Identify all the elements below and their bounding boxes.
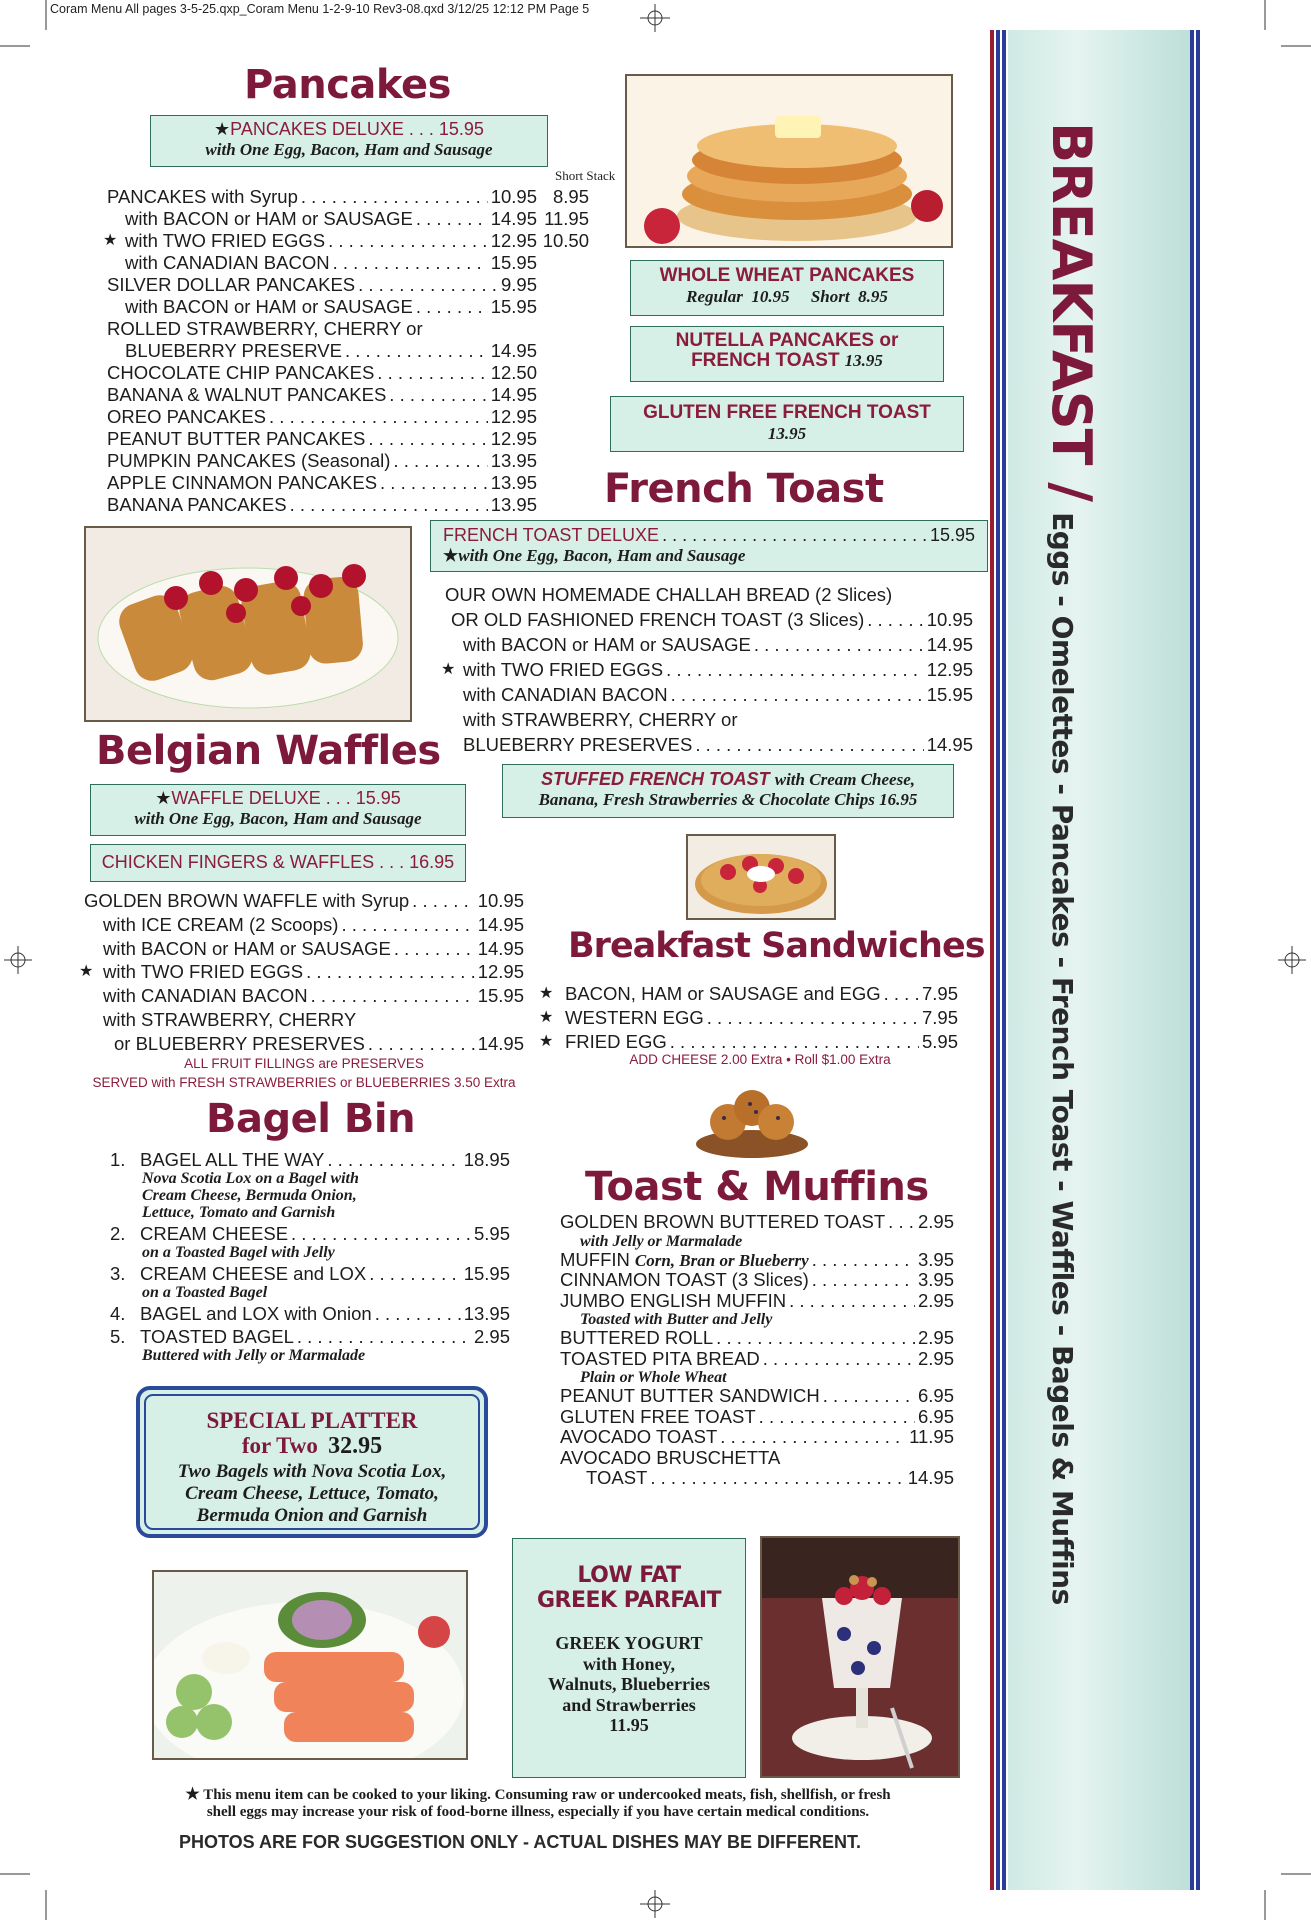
- leader-dots: [269, 406, 488, 428]
- sandwich-item-name: WESTERN EGG: [565, 1007, 704, 1028]
- pancakes-illustration: [627, 76, 951, 246]
- star-icon: ★: [79, 963, 94, 981]
- leader-dots: [650, 1468, 904, 1489]
- star-icon: ★: [539, 1009, 554, 1026]
- pancake-item-name: PANCAKES with Syrup: [107, 186, 298, 207]
- bagel-item-row: [140, 1150, 510, 1170]
- pancake-item-price: 14.95: [490, 384, 537, 405]
- muffins-photo: [692, 1078, 812, 1160]
- belgian-waffles-heading: Belgian Waffles: [96, 728, 441, 774]
- toast-item-price: 3.95: [917, 1269, 954, 1290]
- pancake-item-price: 9.95: [500, 274, 537, 295]
- french-toast-item: [445, 732, 973, 757]
- parfait-illustration: [762, 1538, 958, 1776]
- waffle-item-price: 10.95: [477, 890, 524, 911]
- toast-item: [560, 1349, 954, 1370]
- sandwich-item-name: BACON, HAM or SAUSAGE and EGG: [565, 983, 881, 1004]
- waffle-item: [84, 913, 524, 937]
- french-toast-item: [445, 632, 973, 657]
- leader-dots: [416, 296, 488, 318]
- waffle-item: [84, 1008, 524, 1032]
- parfait-title-2: GREEK PARFAIT: [536, 1588, 722, 1613]
- pancake-item-name: CHOCOLATE CHIP PANCAKES: [107, 362, 375, 383]
- pancake-item: [107, 494, 589, 516]
- toast-item-desc: with Jelly or Marmalade: [580, 1232, 743, 1250]
- pancake-item-price: 13.95: [490, 494, 537, 515]
- leader-dots: [301, 186, 488, 208]
- toast-item-price: 6.95: [917, 1385, 954, 1406]
- french-toast-item-price: 14.95: [926, 734, 973, 755]
- leader-dots: [823, 1386, 915, 1407]
- chicken-waffles-label: CHICKEN FINGERS & WAFFLES . . . 16.95: [101, 852, 455, 872]
- bagel-item-row: [140, 1327, 510, 1347]
- pancake-item-price: 14.95: [490, 340, 537, 361]
- french-toast-item-name: with BACON or HAM or SAUSAGE: [463, 634, 751, 655]
- bagel-lox-illustration: [154, 1572, 466, 1758]
- platter-desc-1: Cream Cheese, Lettuce, Tomato,: [185, 1483, 439, 1504]
- star-icon: ★: [155, 788, 172, 808]
- french-toast-illustration: [86, 528, 410, 720]
- pancake-item: [107, 406, 589, 428]
- pancakes-heading: Pancakes: [244, 62, 451, 108]
- pancake-item-name: BANANA PANCAKES: [107, 494, 287, 515]
- waffle-item: [84, 889, 524, 913]
- parfait-line-1: with Honey,: [582, 1653, 675, 1674]
- nutella-box: [630, 326, 944, 382]
- leader-dots: [297, 1327, 471, 1347]
- pancake-item-name: with TWO FRIED EGGS: [125, 230, 326, 251]
- bagel-bin-heading: Bagel Bin: [206, 1096, 416, 1142]
- print-slug: Coram Menu All pages 3-5-25.qxp_Coram Menu 1-2-9-10 Rev3-08.qxd 3/12/25 12:12 PM Page 5: [50, 2, 590, 16]
- pancake-item: [107, 472, 589, 494]
- toast-item: [560, 1468, 954, 1489]
- toast-item-name: MUFFIN: [560, 1248, 630, 1270]
- bagel-item-name: BAGEL ALL THE WAY: [140, 1149, 325, 1170]
- toast-item-price: 2.95: [917, 1327, 954, 1348]
- toast-item-name: GOLDEN BROWN BUTTERED TOAST: [560, 1211, 886, 1232]
- french-toast-item: [445, 682, 973, 707]
- toast-item: [560, 1291, 954, 1312]
- pancake-item-price: 14.95: [490, 208, 537, 229]
- pancake-item: [107, 384, 589, 406]
- parfait-line-4: 11.95: [609, 1715, 649, 1735]
- star-icon: ★: [539, 1033, 554, 1050]
- leader-dots: [412, 889, 475, 913]
- pancake-item: [107, 208, 589, 230]
- bagel-item-name: BAGEL and LOX with Onion: [140, 1303, 372, 1324]
- toast-item: [560, 1386, 954, 1407]
- whole-wheat-title: WHOLE WHEAT PANCAKES: [659, 265, 915, 286]
- french-toast-item: [445, 582, 973, 607]
- footer-warning: [108, 1786, 968, 1821]
- pancake-item-price: 12.95: [490, 428, 537, 449]
- leader-dots: [345, 340, 488, 362]
- french-toast-item-name: with STRAWBERRY, CHERRY or: [463, 709, 738, 730]
- bagel-item-number: 4.: [110, 1303, 126, 1324]
- waffle-item-name: with STRAWBERRY, CHERRY: [103, 1008, 357, 1030]
- bagel-item-desc: on a Toasted Bagel with Jelly: [142, 1244, 335, 1261]
- french-toast-item: [445, 607, 973, 632]
- leader-dots: [328, 230, 488, 252]
- bagel-item-desc: Cream Cheese, Bermuda Onion,: [142, 1187, 357, 1204]
- toast-item-desc: Plain or Whole Wheat: [580, 1369, 727, 1386]
- pancakes-list: [103, 186, 589, 516]
- toast-item: [560, 1270, 954, 1291]
- leader-dots: [867, 607, 923, 632]
- parfait-line-2: Walnuts, Blueberries: [547, 1674, 710, 1694]
- waffle-note-1: ALL FRUIT FILLINGS are PRESERVES: [184, 1056, 424, 1071]
- pancake-item-name: with BACON or HAM or SAUSAGE: [125, 296, 413, 317]
- sandwich-item-name: FRIED EGG: [565, 1031, 667, 1052]
- leader-dots: [671, 682, 924, 707]
- leader-dots: [716, 1328, 915, 1349]
- parfait-line-3: and Strawberries: [562, 1694, 696, 1715]
- leader-dots: [369, 1264, 461, 1284]
- bagel-item-name: CREAM CHEESE and LOX: [140, 1263, 367, 1284]
- platter-for-two: for Two: [241, 1433, 318, 1458]
- ft-deluxe-sub: with One Egg, Bacon, Ham and Sausage: [458, 546, 746, 565]
- french-toast-item-name: with TWO FRIED EGGS: [463, 659, 664, 680]
- leader-dots: [377, 362, 487, 384]
- leader-dots: [291, 1224, 471, 1244]
- french-toast-deluxe-box: [430, 520, 988, 572]
- stuffed-title: STUFFED FRENCH TOAST: [540, 769, 770, 789]
- leader-dots: [695, 732, 923, 757]
- leader-dots: [759, 1407, 915, 1428]
- leader-dots: [341, 913, 474, 937]
- pancake-item-name: with CANADIAN BACON: [125, 252, 330, 273]
- toast-item-name: JUMBO ENGLISH MUFFIN: [560, 1289, 787, 1311]
- side-banner-title: BREAKFAST /: [1040, 122, 1103, 501]
- french-toast-heading: French Toast: [604, 466, 884, 512]
- pancake-item: [107, 186, 589, 208]
- short-stack-label: Short Stack: [555, 168, 616, 183]
- pancake-item-price: 12.95: [490, 230, 537, 251]
- toast-item: [560, 1328, 954, 1349]
- bagel-item-row: [140, 1304, 510, 1324]
- footer-warning-2: shell eggs may increase your risk of food-borne illness, especially if you have certain medical conditions.: [206, 1804, 870, 1820]
- french-toast-item-price: 12.95: [926, 659, 973, 680]
- breakfast-sandwiches-heading: Breakfast Sandwiches: [568, 926, 985, 966]
- sandwich-item-price: 7.95: [921, 1007, 958, 1028]
- french-toast-photo: [84, 526, 412, 722]
- bagel-item-desc: Buttered with Jelly or Marmalade: [142, 1347, 366, 1364]
- pancake-item-price: 12.95: [490, 406, 537, 427]
- toast-item-variants: Corn, Bran or Blueberry: [634, 1250, 809, 1270]
- bagel-item-desc: on a Toasted Bagel: [142, 1284, 268, 1301]
- bagel-item-name: TOASTED BAGEL: [140, 1326, 294, 1347]
- leader-dots: [389, 384, 487, 406]
- parfait-title-1: LOW FAT: [577, 1563, 681, 1588]
- toast-item: [560, 1407, 954, 1428]
- toast-item: [560, 1250, 954, 1271]
- muffins-illustration: [692, 1078, 812, 1160]
- french-toast-item-name: OUR OWN HOMEMADE CHALLAH BREAD (2 Slices): [445, 584, 893, 605]
- bagel-item-number: 5.: [110, 1326, 126, 1347]
- ft-deluxe-label: FRENCH TOAST DELUXE: [443, 525, 660, 545]
- star-icon: ★: [441, 661, 456, 678]
- pancake-item: [107, 296, 589, 318]
- ft-deluxe-price: 15.95: [929, 525, 975, 545]
- pancake-item-price: 15.95: [490, 252, 537, 273]
- leader-dots: [394, 937, 475, 961]
- bagel-item-number: 1.: [110, 1149, 126, 1170]
- bagel-item: [110, 1304, 510, 1324]
- french-toast-item-name: with CANADIAN BACON: [463, 684, 668, 705]
- parfait-box: [512, 1538, 746, 1778]
- gluten-free-price: 13.95: [767, 424, 807, 443]
- toast-list: [560, 1212, 954, 1489]
- pancake-item-name: PUMPKIN PANCAKES (Seasonal): [107, 450, 391, 471]
- pancake-item-name: with BACON or HAM or SAUSAGE: [125, 208, 413, 229]
- pancake-item: [107, 318, 589, 340]
- pancake-item: [107, 274, 589, 296]
- bagel-item-number: 2.: [110, 1223, 126, 1244]
- stuffed-rest: with Cream Cheese,: [774, 770, 916, 789]
- bagel-item-name: CREAM CHEESE: [140, 1223, 289, 1244]
- pancake-item-price: 12.50: [490, 362, 537, 383]
- bagel-list: [110, 1150, 510, 1367]
- star-icon: ★: [103, 232, 118, 249]
- bagel-item: [110, 1224, 510, 1261]
- pancake-item-name: SILVER DOLLAR PANCAKES: [107, 274, 356, 295]
- french-toast-list: [441, 582, 973, 757]
- waffle-item-name: with BACON or HAM or SAUSAGE: [103, 937, 391, 959]
- toast-muffins-heading: Toast & Muffins: [585, 1164, 929, 1210]
- platter-desc-0: Two Bagels with Nova Scotia Lox,: [177, 1461, 447, 1482]
- pancake-item-price: 15.95: [490, 296, 537, 317]
- leader-dots: [358, 274, 498, 296]
- sandwich-item: [539, 982, 958, 1006]
- pancake-item: [107, 362, 589, 384]
- sandwich-item: [539, 1030, 958, 1054]
- french-toast-item-name: OR OLD FASHIONED FRENCH TOAST (3 Slices): [451, 609, 865, 630]
- pancake-item-price: 10.95: [490, 186, 537, 207]
- toast-item-price: 14.95: [907, 1467, 954, 1488]
- waffle-item-name: with ICE CREAM (2 Scoops): [103, 913, 339, 935]
- pancakes-photo: [625, 74, 953, 248]
- leader-dots: [380, 472, 488, 494]
- pancake-item-name: PEANUT BUTTER PANCAKES: [107, 428, 366, 449]
- waffle-note-2: SERVED with FRESH STRAWBERRIES or BLUEBERRIES 3.50 Extra: [92, 1075, 516, 1090]
- stuffed-line2: Banana, Fresh Strawberries & Chocolate Chips 16.95: [538, 790, 918, 809]
- french-toast-item: [441, 657, 973, 682]
- waffle-item-price: 14.95: [477, 1032, 524, 1054]
- pancake-item-name: ROLLED STRAWBERRY, CHERRY or: [107, 318, 423, 339]
- sandwich-item-price: 5.95: [921, 1031, 958, 1052]
- toast-item-name: GLUTEN FREE TOAST: [560, 1405, 756, 1427]
- leader-dots: [812, 1270, 915, 1291]
- leader-dots: [670, 1030, 919, 1054]
- pancakes-deluxe-label: PANCAKES DELUXE . . . 15.95: [230, 119, 484, 139]
- pancake-item-short: 8.95: [552, 186, 589, 207]
- toast-item-price: 3.95: [917, 1248, 954, 1270]
- leader-dots: [754, 632, 924, 657]
- platter-title: SPECIAL PLATTER: [206, 1408, 418, 1433]
- waffle-item-name: with CANADIAN BACON: [103, 985, 308, 1007]
- pancake-item: [107, 252, 589, 274]
- french-toast-item-price: 10.95: [926, 609, 973, 630]
- waffle-item: [84, 984, 524, 1008]
- pancake-item-name: BLUEBERRY PRESERVE: [125, 340, 342, 361]
- nutella-line2: FRENCH TOAST: [691, 350, 840, 371]
- pancake-item: [107, 450, 589, 472]
- waffle-item-price: 15.95: [477, 985, 524, 1007]
- sandwiches-list: [539, 982, 958, 1054]
- parfait-photo: [760, 1536, 960, 1778]
- bagel-item-price: 5.95: [473, 1223, 510, 1244]
- toast-item-price: 11.95: [909, 1426, 954, 1447]
- waffle-item-name: with TWO FRIED EGGS: [103, 961, 304, 983]
- waffle-illustration: [688, 836, 834, 918]
- whole-wheat-sub: Regular 10.95 Short 8.95: [686, 287, 888, 306]
- sandwich-item: [539, 1006, 958, 1030]
- waffle-item-price: 12.95: [477, 961, 524, 983]
- waffle-deluxe-label: WAFFLE DELUXE . . . 15.95: [171, 788, 401, 808]
- whole-wheat-box: [630, 260, 944, 316]
- toast-item-name: BUTTERED ROLL: [560, 1327, 714, 1348]
- side-stripe-left: [990, 30, 1008, 1890]
- nutella-line1: NUTELLA PANCAKES or: [675, 330, 899, 351]
- french-toast-item-price: 15.95: [926, 684, 973, 705]
- sandwich-item-price: 7.95: [921, 983, 958, 1004]
- toast-item-price: 2.95: [917, 1289, 954, 1311]
- sandwich-note: ADD CHEESE 2.00 Extra • Roll $1.00 Extra: [629, 1052, 891, 1067]
- toast-item-price: 2.95: [917, 1211, 954, 1232]
- star-icon: ★: [214, 119, 231, 139]
- leader-dots: [368, 1032, 475, 1056]
- bagel-item: [110, 1264, 510, 1301]
- toast-item-name: AVOCADO BRUSCHETTA: [560, 1446, 781, 1468]
- pancake-item-name: APPLE CINNAMON PANCAKES: [107, 472, 378, 493]
- waffle-item-price: 14.95: [477, 913, 524, 935]
- toast-item: [560, 1427, 954, 1448]
- pancake-item-short: 10.50: [542, 230, 589, 251]
- bagel-item-price: 2.95: [473, 1326, 510, 1347]
- toast-item-name: CINNAMON TOAST (3 Slices): [560, 1269, 809, 1290]
- leader-dots: [416, 208, 488, 230]
- side-banner-subtitle: Eggs - Omelettes - Pancakes - French Toast - Waffles - Bagels & Muffins: [1046, 512, 1079, 1605]
- leader-dots: [333, 252, 488, 274]
- bagel-item: [110, 1327, 510, 1364]
- footer-photos-note: PHOTOS ARE FOR SUGGESTION ONLY - ACTUAL DISHES MAY BE DIFFERENT.: [178, 1832, 862, 1852]
- leader-dots: [763, 1349, 915, 1370]
- gluten-free-box: [610, 396, 964, 452]
- waffle-item-name: or BLUEBERRY PRESERVES: [114, 1032, 365, 1054]
- nutella-price: 13.95: [844, 351, 883, 370]
- leader-dots: [707, 1006, 919, 1030]
- leader-dots: [812, 1250, 915, 1271]
- star-icon: ★: [443, 546, 459, 565]
- waffle-item-name: GOLDEN BROWN WAFFLE with Syrup: [84, 890, 410, 911]
- bagel-item-number: 3.: [110, 1263, 126, 1284]
- leader-dots: [884, 982, 919, 1006]
- leader-dots: [306, 960, 475, 984]
- parfait-line-0: GREEK YOGURT: [555, 1633, 703, 1653]
- toast-item: [560, 1212, 954, 1233]
- bagel-item-price: 13.95: [463, 1303, 510, 1324]
- pancake-item-short: 11.95: [544, 208, 589, 229]
- waffle-item: [84, 1032, 524, 1056]
- toast-item-price: 2.95: [917, 1347, 954, 1369]
- leader-dots: [666, 657, 924, 682]
- toast-item-name: TOASTED PITA BREAD: [560, 1347, 760, 1369]
- waffle-item-price: 14.95: [477, 937, 524, 959]
- bagel-item-row: [140, 1224, 510, 1244]
- leader-dots: [789, 1291, 915, 1312]
- toast-item-name: TOAST: [586, 1467, 648, 1488]
- pancake-item: [107, 340, 589, 362]
- bagel-item-price: 15.95: [463, 1263, 510, 1284]
- star-icon: ★: [539, 985, 554, 1002]
- bagel-lox-photo: [152, 1570, 468, 1760]
- bagel-item-price: 18.95: [463, 1149, 510, 1170]
- leader-dots: [393, 450, 487, 472]
- toast-item: [560, 1448, 954, 1469]
- star-icon: ★: [185, 1786, 200, 1803]
- pancake-item-name: OREO PANCAKES: [107, 406, 267, 427]
- bagel-item-desc: Lettuce, Tomato and Garnish: [142, 1204, 336, 1221]
- waffle-item: [79, 960, 524, 984]
- gluten-free-title: GLUTEN FREE FRENCH TOAST: [643, 402, 931, 423]
- waffle-deluxe-sub: with One Egg, Bacon, Ham and Sausage: [134, 809, 422, 828]
- leader-dots: [888, 1212, 915, 1233]
- side-banner-text: [1040, 122, 1103, 1605]
- waffles-list: [79, 889, 524, 1056]
- pancake-item: [107, 428, 589, 450]
- platter-price: 32.95: [328, 1433, 383, 1459]
- pancake-item-price: 13.95: [490, 450, 537, 471]
- french-toast-item-price: 14.95: [926, 634, 973, 655]
- leader-dots: [311, 984, 475, 1008]
- leader-dots: [720, 1427, 906, 1448]
- bagel-item: [110, 1150, 510, 1221]
- stuffed-french-toast-box: [502, 764, 954, 818]
- bagel-item-row: [140, 1264, 510, 1284]
- toast-item-price: 6.95: [917, 1405, 954, 1427]
- leader-dots: [327, 1150, 460, 1170]
- pancakes-deluxe-box: [150, 115, 548, 167]
- leader-dots: [368, 428, 487, 450]
- chicken-waffles-box: [90, 844, 466, 882]
- toast-item-name: PEANUT BUTTER SANDWICH: [560, 1385, 820, 1406]
- french-toast-item: [445, 707, 973, 732]
- bagel-item-desc: Nova Scotia Lox on a Bagel with: [142, 1170, 359, 1187]
- footer-warning-1: This menu item can be cooked to your liking. Consuming raw or undercooked meats, fish, shellfish, or fresh: [203, 1787, 891, 1803]
- leader-dots: [290, 494, 488, 516]
- waffle-deluxe-box: [90, 784, 466, 836]
- waffle-photo: [686, 834, 836, 920]
- platter-desc-2: Bermuda Onion and Garnish: [196, 1505, 428, 1526]
- waffle-item: [84, 937, 524, 961]
- pancake-item-price: 13.95: [490, 472, 537, 493]
- side-stripe-right: [1190, 30, 1206, 1890]
- toast-item-name: AVOCADO TOAST: [560, 1426, 718, 1447]
- leader-dots: [375, 1304, 461, 1324]
- french-toast-item-name: BLUEBERRY PRESERVES: [463, 734, 693, 755]
- pancake-item: [103, 230, 589, 252]
- special-platter-box: [136, 1386, 488, 1538]
- toast-item-desc: Toasted with Butter and Jelly: [580, 1311, 773, 1328]
- pancake-item-name: BANANA & WALNUT PANCAKES: [107, 384, 387, 405]
- pancakes-deluxe-sub: with One Egg, Bacon, Ham and Sausage: [205, 140, 493, 159]
